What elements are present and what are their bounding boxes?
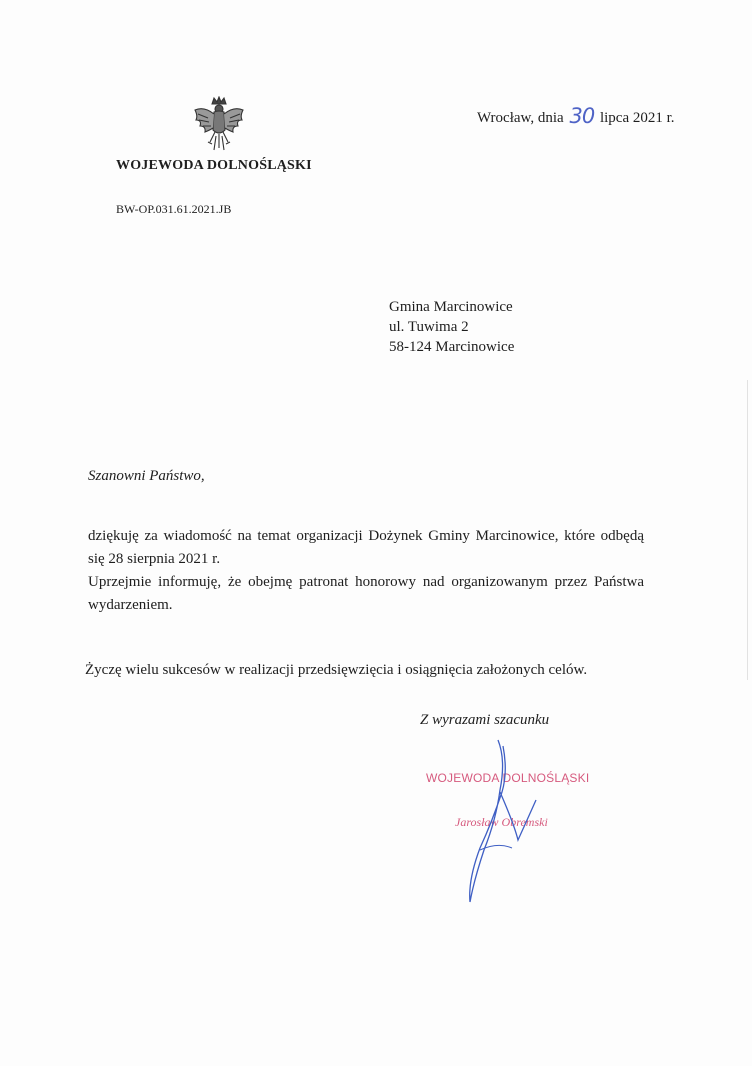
- handwritten-day: 30: [569, 104, 595, 128]
- recipient-address: [389, 297, 514, 357]
- recipient-line-3: 58-124 Marcinowice: [389, 339, 515, 355]
- handwritten-signature: [440, 730, 560, 910]
- stamp-title: WOJEWODA DOLNOŚLĄSKI: [426, 771, 590, 785]
- reference-number: BW-OP.031.61.2021.JB: [116, 202, 232, 216]
- salutation: Szanowni Państwo,: [88, 468, 205, 484]
- place-date-suffix: lipca 2021 r.: [599, 110, 675, 126]
- place-date-prefix: Wrocław, dnia: [477, 110, 564, 126]
- scan-edge: [747, 380, 748, 680]
- recipient-line-2: ul. Tuwima 2: [389, 319, 469, 335]
- recipient-line-1: Gmina Marcinowice: [389, 299, 513, 315]
- place-date: [477, 103, 675, 127]
- wish-line: Życzę wielu sukcesów w realizacji przedsięwzięcia i osiągnięcia założonych celów.: [85, 662, 588, 678]
- letter-body: [88, 525, 644, 617]
- closing-line: Z wyrazami szacunku: [420, 712, 550, 728]
- authority-heading: WOJEWODA DOLNOŚLĄSKI: [116, 158, 312, 173]
- paragraph-1: dziękuję za wiadomość na temat organizacji Dożynek Gminy Marcinowice, które odbędą się 28 sierpnia 2021 r.: [88, 528, 644, 567]
- stamp-name: Jarosław Obremski: [455, 815, 548, 829]
- paragraph-2: Uprzejmie informuję, że obejmę patronat honorowy nad organizowanym przez Państwa wydarzeniem.: [88, 574, 644, 613]
- eagle-emblem-icon: [192, 96, 246, 156]
